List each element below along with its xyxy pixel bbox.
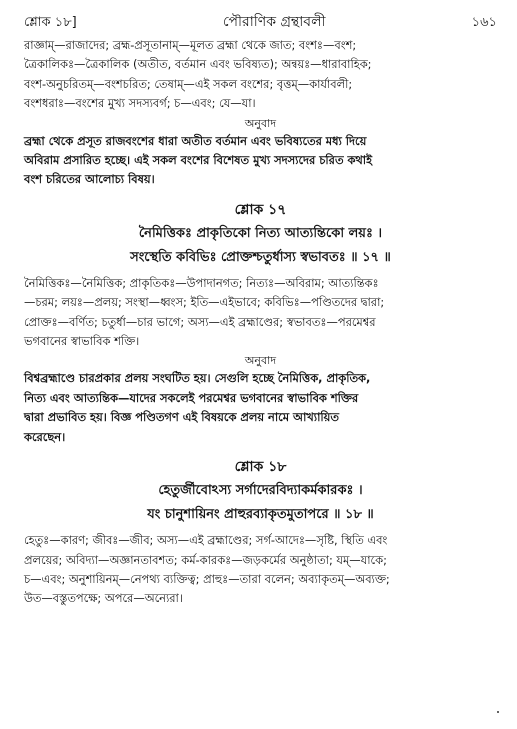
word-meaning-line: বংশধরাঃ—বংশের মুখ্য সদস্যবর্গ; চ—এবং; যে—যা। [24, 96, 256, 111]
verse-heading-18: শ্লোক ১৮ [234, 459, 287, 476]
translation-line: অবিরাম প্রসারিত হচ্ছে। এই সকল বংশের বিশেষত মুখ্য সদস্যদের চরিত কথাই [24, 153, 373, 168]
verse-line: নৈমিত্তিকঃ প্রাকৃতিকো নিত্য আত্যন্তিকো লয়ঃ । [138, 225, 383, 241]
word-meaning-line: চ—এবং; অনুশায়িনম্—নেপথ্য ব্যক্তিত্ব; প্রাহুঃ—তারা বলেন; অব্যাকৃতম্—অব্যক্ত; [24, 571, 390, 586]
word-meaning-line: নৈমিত্তিকঃ—নৈমিত্তিক; প্রাকৃতিকঃ—উপাদানগত; নিত্যঃ—অবিরাম; আত্যন্তিকঃ [24, 275, 379, 290]
word-meaning-line: রাজ্ঞাম্—রাজাদের; ব্রহ্ম-প্রসূতানাম্—মূলত ব্রহ্মা থেকে জাত; বংশঃ—বংশ; [24, 38, 357, 52]
translation-line: বিশ্বব্রহ্মাণ্ডে চারপ্রকার প্রলয় সংঘটিত হয়। সেগুলি হচ্ছে নৈমিত্তিক, প্রাকৃতিক, [24, 371, 371, 386]
word-meaning-line: প্রোক্তঃ—বর্ণিত; চতুর্ধা—চার ভাগে; অস্য—এই ব্রহ্মাণ্ডের; স্বভাবতঃ—পরমেশ্বর [24, 314, 376, 329]
word-meaning-line: হেতুঃ—কারণ; জীবঃ—জীব; অস্য—এই ব্রহ্মাণ্ডের; সর্গ-আদেঃ—সৃষ্টি, স্থিতি এবং [24, 533, 388, 548]
verse-line: সংস্থেতি কবিভিঃ প্রোক্তশ্চতুর্ধাস্য স্বভাবতঃ ॥ ১৭ ॥ [130, 249, 391, 265]
word-meaning-line: —চরম; লয়ঃ—প্রলয়; সংস্থা—ধ্বংস; ইতি—এইভাবে; কবিভিঃ—পণ্ডিতদের দ্বারা; [24, 295, 385, 310]
translation-line: ব্রহ্মা থেকে প্রসূত রাজবংশের ধারা অতীত বর্তমান এবং ভবিষ্যতের মধ্য দিয়ে [24, 133, 367, 148]
translation-label: অনুবাদ [244, 116, 277, 130]
word-meanings-16 [24, 36, 497, 114]
word-meanings-17 [24, 274, 497, 352]
word-meaning-line: উত—বস্তুতপক্ষে; অপরে—অন্যেরা। [24, 591, 183, 606]
translation-17 [24, 369, 497, 447]
verse-line: হেতুর্জীবোঽস্য সর্গাদেরবিদ্যাকর্মকারকঃ । [158, 483, 363, 499]
sanskrit-verse-18 [24, 479, 497, 527]
header-book-title: পৌরাণিক গ্রন্থাবলী [222, 14, 326, 30]
translation-line: বংশ চরিতের আলোচ্য বিষয়। [24, 172, 155, 187]
scan-speck [497, 711, 499, 713]
translation-line: দ্বারা প্রভাবিত হয়। বিজ্ঞ পণ্ডিতগণ এই বিষয়কে প্রলয় নামে আখ্যায়িত [24, 410, 339, 425]
translation-16 [24, 132, 497, 190]
word-meanings-18 [24, 531, 497, 609]
word-meaning-line: বংশ-অনুচরিতম্—বংশচরিত; তেষাম্—এই সকল বংশের; বৃত্তম্—কার্যাবলী; [24, 76, 353, 91]
verse-heading-17: শ্লোক ১৭ [234, 201, 287, 218]
header-verse-ref: শ্লোক ১৮] [24, 15, 77, 30]
sanskrit-verse-17 [24, 222, 497, 270]
header-page-number: ১৬১ [471, 15, 497, 30]
page-header [24, 10, 497, 36]
translation-line: নিত্য এবং আত্যন্তিক—যাদের সকলেই পরমেশ্বর ভগবানের স্বাভাবিক শক্তির [24, 390, 359, 405]
verse-line: যং চানুশায়িনং প্রাহুরব্যাকৃতমুতাপরে ॥ ১৮ ॥ [147, 507, 374, 523]
translation-line: করেছেন। [24, 429, 66, 444]
translation-label: অনুবাদ [244, 354, 277, 368]
word-meaning-line: ত্রৈকালিকঃ—ত্রৈকালিক (অতীত, বর্তমান এবং ভবিষ্যত); অন্বয়ঃ—ধারাবাহিক; [24, 57, 372, 72]
word-meaning-line: প্রলয়ের; অবিদ্যা—অজ্ঞানতাবশত; কর্ম-কারকঃ—জড়কর্মের অনুষ্ঠাতা; যম্—যাকে; [24, 552, 387, 567]
word-meaning-line: ভগবানের স্বাভাবিক শক্তি। [24, 334, 140, 349]
